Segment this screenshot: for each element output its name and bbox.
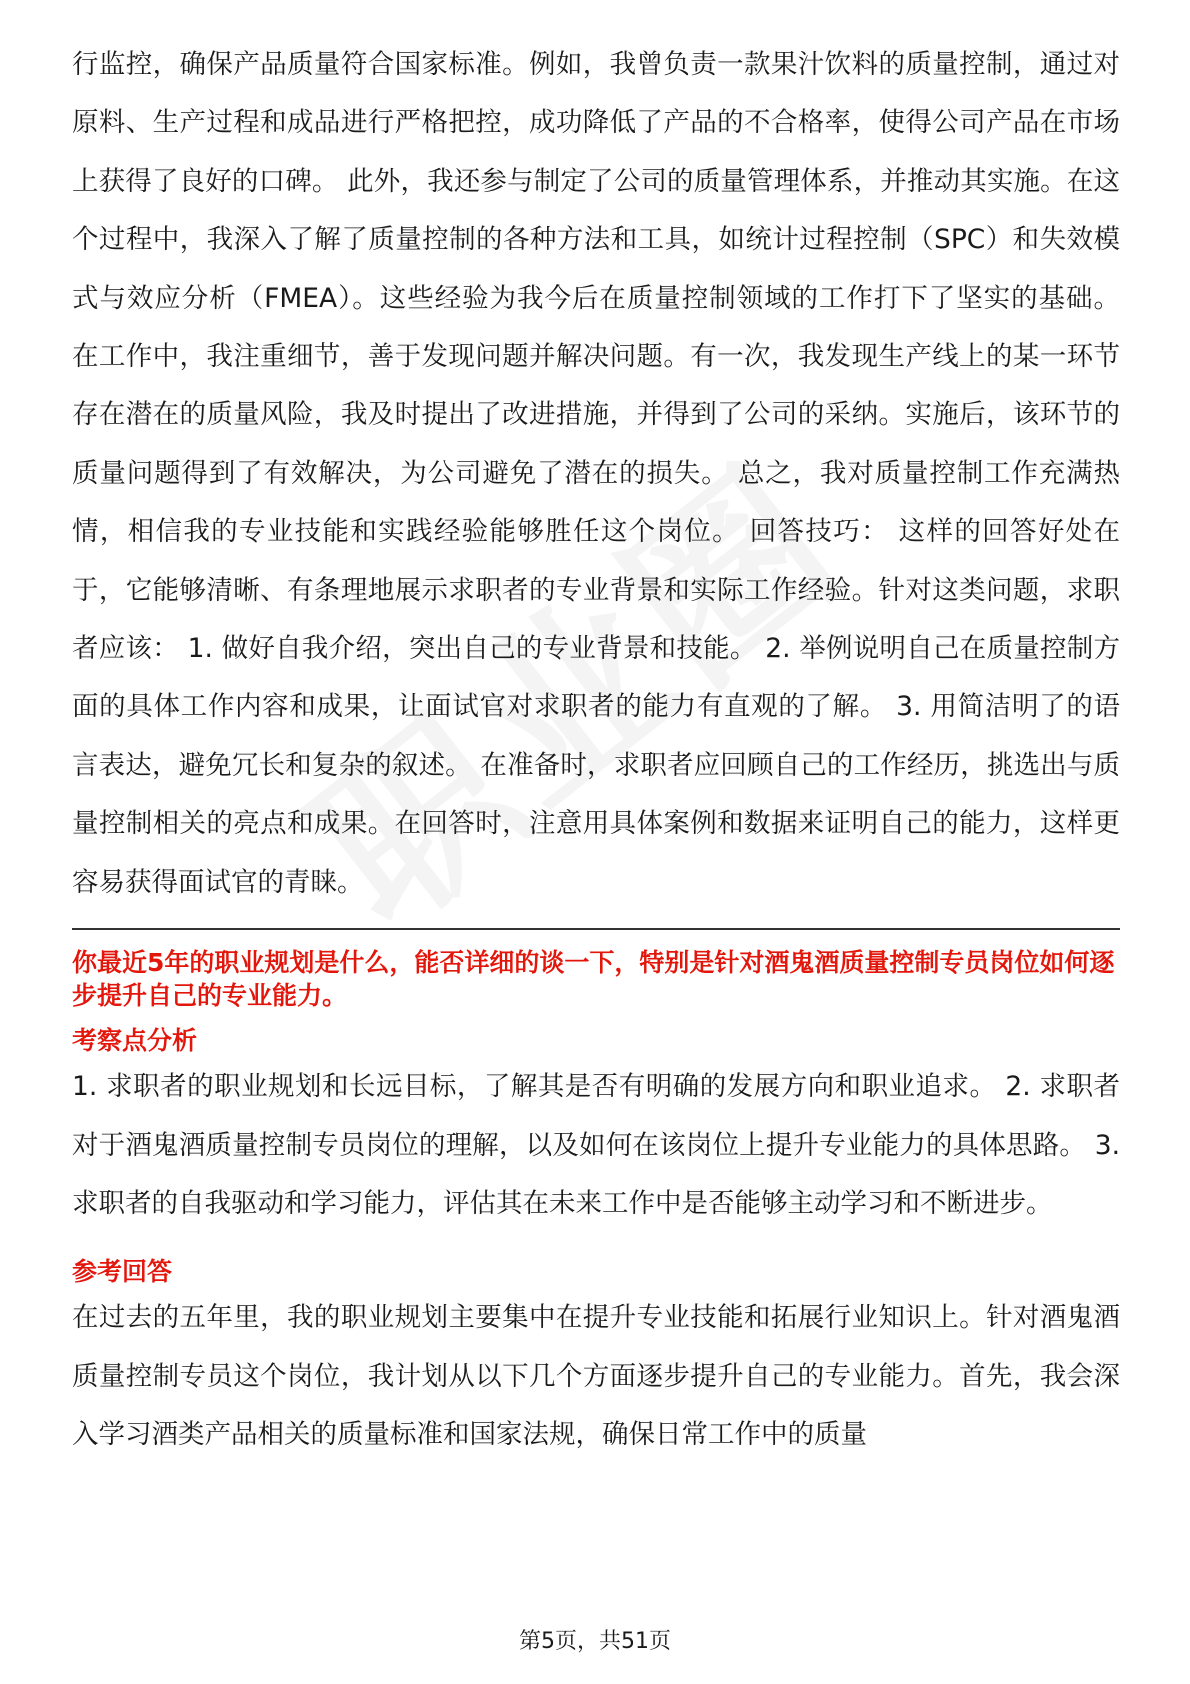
answer-paragraph: 在过去的五年里，我的职业规划主要集中在提升专业技能和拓展行业知识上。针对酒鬼酒质量控制专员这个岗位，我计划从以下几个方面逐步提升自己的专业能力。首先，我会深入学习酒类产品相关的质量标准和国家法规，确保日常工作中的质量 xyxy=(72,1302,1120,1451)
interview-question: 你最近5年的职业规划是什么，能否详细的谈一下，特别是针对酒鬼酒质量控制专员岗位如何逐步提升自己的专业能力。 xyxy=(72,948,1115,1011)
section-divider xyxy=(72,928,1120,930)
page-number-footer: 第5页，共51页 xyxy=(519,1629,671,1654)
analysis-paragraph: 1. 求职者的职业规划和长远目标，了解其是否有明确的发展方向和职业追求。 2. 求职者对于酒鬼酒质量控制专员岗位的理解，以及如何在该岗位上提升专业能力的具体思路。 3. 求职者的自我驱动和学习能力，评估其在未来工作中是否能够主动学习和不断进步。 xyxy=(72,1071,1120,1219)
analysis-heading: 考察点分析 xyxy=(72,1026,198,1056)
answer-heading: 参考回答 xyxy=(72,1257,173,1287)
intro-paragraph: 行监控，确保产品质量符合国家标准。例如，我曾负责一款果汁饮料的质量控制，通过对原料、生产过程和成品进行严格把控，成功降低了产品的不合格率，使得公司产品在市场上获得了良好的口碑。 此外，我还参与制定了公司的质量管理体系，并推动其实施。在这个过程中，我深入了解了质量控制的各种方法和工具，如统计过程控制（SPC）和失效模式与效应分析（FMEA）。这些经验为我今后在质量控制领域的工作打下了坚实的基础。 在工作中，我注重细节，善于发现问题并解决问题。有一次，我发现生产线上的某一环节存在潜在的质量风险，我及时提出了改进措施，并得到了公司的采纳。实施后，该环节的质量问题得到了有效解决，为公司避免了潜在的损失。 总之，我对质量控制工作充满热情，相信我的专业技能和实践经验能够胜任这个岗位。 回答技巧： 这样的回答好处在于，它能够清晰、有条理地展示求职者的专业背景和实际工作经验。针对这类问题，求职者应该： 1. 做好自我介绍，突出自己的专业背景和技能。 2. 举例说明自己在质量控制方面的具体工作内容和成果，让面试官对求职者的能力有直观的了解。 3. 用简洁明了的语言表达，避免冗长和复杂的叙述。 在准备时，求职者应回顾自己的工作经历，挑选出与质量控制相关的亮点和成果。在回答时，注意用具体案例和数据来证明自己的能力，这样更容易获得面试官的青睐。 xyxy=(72,49,1120,898)
page-content xyxy=(72,36,1120,1465)
